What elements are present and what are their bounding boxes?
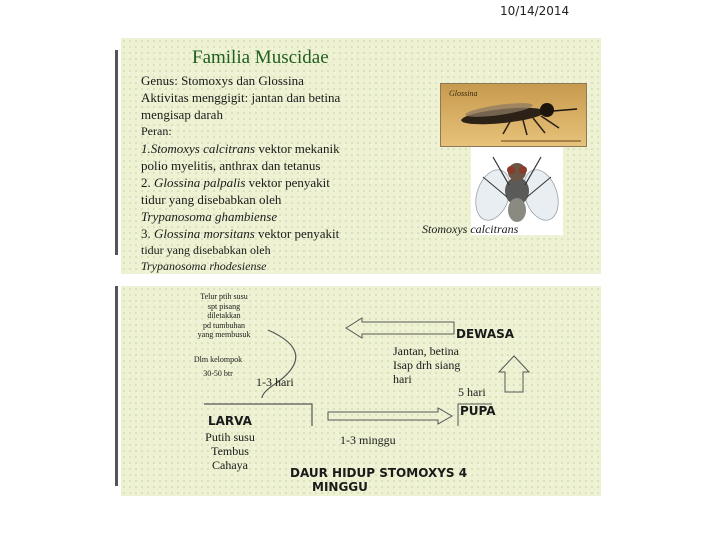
stage-larva: LARVA (208, 414, 252, 428)
egg-group (184, 355, 252, 378)
item-1-species: 1.Stomoxys calcitrans (141, 141, 256, 156)
adult-line: hari (393, 372, 412, 386)
item-3-line-3: Trypanosoma rhodesiense (141, 259, 267, 273)
item-1-line-2: polio myelitis, anthrax dan tetanus (141, 158, 321, 173)
item-3-line-2: tidur yang disebabkan oleh (141, 243, 271, 257)
adult-line: Isap drh siang (393, 358, 461, 372)
item-3-species: Glossina morsitans (154, 226, 255, 241)
pupa-to-adult-duration: 5 hari (458, 385, 486, 399)
stage-pupa: PUPA (460, 404, 496, 418)
glossina-photo (440, 83, 587, 147)
larva-line: Tembus (211, 444, 249, 458)
adult-line: Jantan, betina (393, 344, 459, 358)
larva-description (204, 430, 256, 472)
glossina-fly-image (441, 84, 586, 146)
role-label: Peran: (141, 124, 172, 138)
lifecycle-title-line-1: DAUR HIDUP STOMOXYS 4 (290, 466, 468, 480)
left-edge-bar-lower (115, 286, 118, 486)
egg-line: spt pisang (207, 301, 241, 311)
item-2-role: vektor penyakit (245, 175, 330, 190)
activity-text-1: Aktivitas menggigit: jantan dan betina (141, 90, 341, 105)
egg-line: diletakkan (207, 311, 241, 320)
egg-line: pd tumbuhan (203, 320, 245, 330)
item-2-species: Glossina palpalis (154, 175, 246, 190)
egg-description (184, 292, 264, 340)
item-1 (141, 141, 340, 157)
stomoxys-caption: Stomoxys calcitrans (422, 222, 519, 236)
egg-group-line-1: Dlm kelompok (193, 355, 243, 364)
larva-line: Putih susu (205, 430, 255, 444)
item-2-prefix: 2. (141, 175, 154, 190)
item-1-role: vektor mekanik (255, 141, 340, 156)
egg-line: yang membusuk (197, 330, 251, 339)
item-3 (141, 226, 339, 242)
egg-to-larva-duration: 1-3 hari (256, 375, 294, 389)
stage-adult: DEWASA (456, 327, 515, 341)
egg-group-line-2: 30-50 btr (203, 368, 233, 378)
glossina-photo-label: Glossina (449, 89, 478, 98)
egg-line: Telur ptih susu (200, 292, 248, 301)
larva-line: Cahaya (212, 458, 248, 472)
genus-text: Genus: Stomoxys dan Glossina (141, 73, 304, 88)
adult-description (393, 344, 460, 386)
slide-date: 10/14/2014 (500, 4, 570, 18)
lifecycle-title (290, 466, 467, 494)
item-2 (141, 175, 330, 191)
item-3-role: vektor penyakit (254, 226, 340, 241)
lifecycle-title-line-2: MINGGU (312, 480, 368, 494)
item-2-line-3: Trypanosoma ghambiense (141, 209, 278, 224)
item-2-line-2: tidur yang disebabkan oleh (141, 192, 282, 207)
slide-title: Familia Muscidae (192, 47, 329, 68)
item-3-prefix: 3. (141, 226, 154, 241)
larva-to-pupa-duration: 1-3 minggu (340, 433, 396, 447)
activity-text-2: mengisap darah (141, 107, 223, 122)
left-edge-bar (115, 50, 118, 255)
